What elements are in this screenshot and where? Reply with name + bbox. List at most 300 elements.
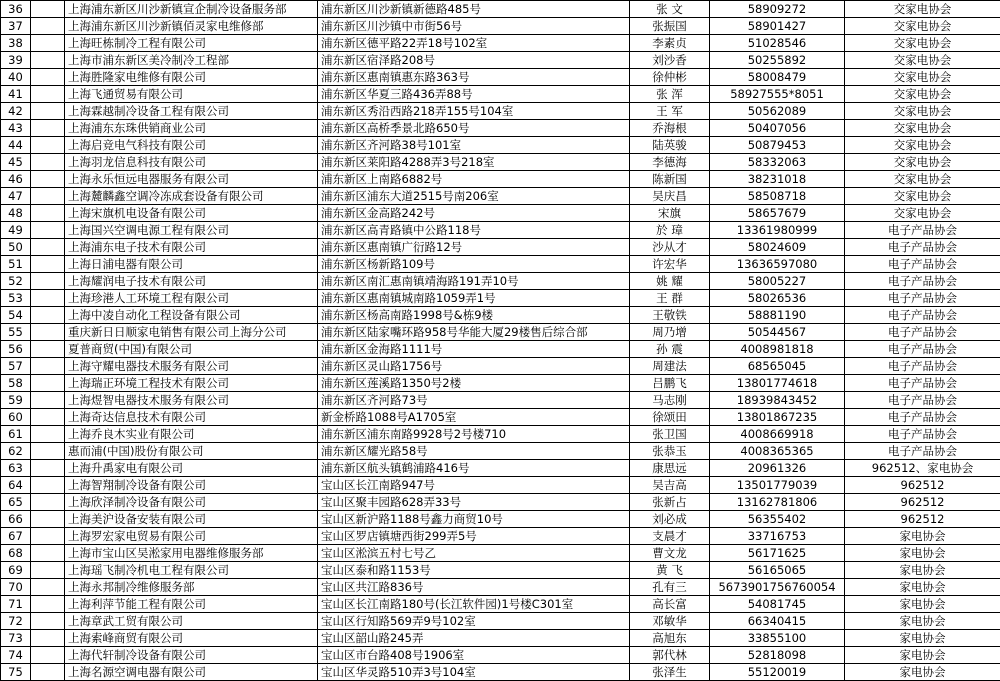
contact-person-cell: 张卫国: [630, 426, 710, 443]
address-cell: 浦东新区齐河路38号101室: [318, 137, 630, 154]
association-cell: 家电协会: [845, 579, 1000, 596]
address-cell: 宝山区华灵路510弄3号104室: [318, 664, 630, 681]
phone-cell: 50879453: [710, 137, 845, 154]
association-cell: 电子产品协会: [845, 341, 1000, 358]
address-cell: 宝山区长江南路947号: [318, 477, 630, 494]
table-row: [1, 494, 1000, 511]
contact-person-cell: 许宏华: [630, 256, 710, 273]
company-name-cell: 重庆新日日顺家电销售有限公司上海分公司: [65, 324, 318, 341]
association-cell: 交家电协会: [845, 86, 1000, 103]
address-cell: 浦东新区华夏三路436弄88号: [318, 86, 630, 103]
spacer-cell: [31, 256, 65, 273]
row-number-cell: 40: [1, 69, 31, 86]
spacer-cell: [31, 375, 65, 392]
address-cell: 浦东新区上南路6882号: [318, 171, 630, 188]
contact-person-cell: 孙 震: [630, 341, 710, 358]
address-cell: 宝山区共江路836号: [318, 579, 630, 596]
contact-person-cell: 王 群: [630, 290, 710, 307]
contact-person-cell: 陈新国: [630, 171, 710, 188]
spacer-cell: [31, 69, 65, 86]
phone-cell: 56171625: [710, 545, 845, 562]
company-name-cell: 上海乔良木实业有限公司: [65, 426, 318, 443]
table-row: [1, 375, 1000, 392]
table-row: [1, 664, 1000, 681]
table-row: [1, 86, 1000, 103]
phone-cell: 33855100: [710, 630, 845, 647]
spacer-cell: [31, 528, 65, 545]
spacer-cell: [31, 358, 65, 375]
spacer-cell: [31, 273, 65, 290]
table-row: [1, 239, 1000, 256]
address-cell: 宝山区行知路569弄9号102室: [318, 613, 630, 630]
table-row: [1, 443, 1000, 460]
spacer-cell: [31, 137, 65, 154]
company-name-cell: 上海罗宏家电贸易有限公司: [65, 528, 318, 545]
address-cell: 浦东新区莱阳路4288弄3号218室: [318, 154, 630, 171]
contact-person-cell: 高长富: [630, 596, 710, 613]
company-name-cell: 上海守耀电器技术服务有限公司: [65, 358, 318, 375]
row-number-cell: 43: [1, 120, 31, 137]
phone-cell: 58927555*8051: [710, 86, 845, 103]
contact-person-cell: 徐仲彬: [630, 69, 710, 86]
row-number-cell: 49: [1, 222, 31, 239]
row-number-cell: 56: [1, 341, 31, 358]
spacer-cell: [31, 103, 65, 120]
address-cell: 浦东新区航头镇鹤浦路416号: [318, 460, 630, 477]
spacer-cell: [31, 307, 65, 324]
table-row: [1, 205, 1000, 222]
phone-cell: 18939843452: [710, 392, 845, 409]
table-row: [1, 307, 1000, 324]
row-number-cell: 59: [1, 392, 31, 409]
spacer-cell: [31, 647, 65, 664]
table-row: [1, 256, 1000, 273]
association-cell: 电子产品协会: [845, 222, 1000, 239]
phone-cell: 68565045: [710, 358, 845, 375]
association-cell: 交家电协会: [845, 188, 1000, 205]
contact-person-cell: 李素贞: [630, 35, 710, 52]
spacer-cell: [31, 596, 65, 613]
address-cell: 宝山区新沪路1188号鑫力商贸10号: [318, 511, 630, 528]
row-number-cell: 62: [1, 443, 31, 460]
phone-cell: 54081745: [710, 596, 845, 613]
spacer-cell: [31, 664, 65, 681]
company-name-cell: 上海奇达信息技术有限公司: [65, 409, 318, 426]
table-row: [1, 409, 1000, 426]
association-cell: 交家电协会: [845, 52, 1000, 69]
association-cell: 家电协会: [845, 528, 1000, 545]
address-cell: 宝山区长江南路180号(长江软件园)1号楼C301室: [318, 596, 630, 613]
company-name-cell: 上海永乐恒远电器服务有限公司: [65, 171, 318, 188]
company-name-cell: 上海浦东电子技术有限公司: [65, 239, 318, 256]
phone-cell: 50544567: [710, 324, 845, 341]
contact-person-cell: 周乃增: [630, 324, 710, 341]
phone-cell: 4008669918: [710, 426, 845, 443]
address-cell: 浦东新区耀光路58号: [318, 443, 630, 460]
contact-person-cell: 乔海根: [630, 120, 710, 137]
table-row: [1, 137, 1000, 154]
address-cell: 浦东新区惠南镇惠东路363号: [318, 69, 630, 86]
table-row: [1, 596, 1000, 613]
spacer-cell: [31, 443, 65, 460]
contact-person-cell: 王敬铁: [630, 307, 710, 324]
contact-person-cell: 吴吉高: [630, 477, 710, 494]
address-cell: 浦东新区惠南镇广衍路12号: [318, 239, 630, 256]
phone-cell: 4008981818: [710, 341, 845, 358]
row-number-cell: 61: [1, 426, 31, 443]
company-name-cell: 上海耀润电子技术有限公司: [65, 273, 318, 290]
table-row: [1, 477, 1000, 494]
spacer-cell: [31, 18, 65, 35]
contact-person-cell: 张 文: [630, 1, 710, 18]
contact-person-cell: 邓敏华: [630, 613, 710, 630]
association-cell: 家电协会: [845, 613, 1000, 630]
spacer-cell: [31, 409, 65, 426]
spacer-cell: [31, 545, 65, 562]
address-cell: 宝山区泰和路1153号: [318, 562, 630, 579]
row-number-cell: 74: [1, 647, 31, 664]
contact-person-cell: 吴庆昌: [630, 188, 710, 205]
address-cell: 浦东新区金高路242号: [318, 205, 630, 222]
company-name-cell: 上海永邦制冷维修服务部: [65, 579, 318, 596]
table-row: [1, 1, 1000, 18]
row-number-cell: 64: [1, 477, 31, 494]
contact-person-cell: 康思远: [630, 460, 710, 477]
row-number-cell: 41: [1, 86, 31, 103]
table-row: [1, 52, 1000, 69]
association-cell: 交家电协会: [845, 69, 1000, 86]
row-number-cell: 57: [1, 358, 31, 375]
address-cell: 浦东新区金海路1111号: [318, 341, 630, 358]
address-cell: 宝山区淞滨五村七号乙: [318, 545, 630, 562]
address-cell: 宝山区市台路408号1906室: [318, 647, 630, 664]
address-cell: 浦东新区川沙新镇新德路485号: [318, 1, 630, 18]
contact-person-cell: 王 军: [630, 103, 710, 120]
association-cell: 962512: [845, 477, 1000, 494]
contact-person-cell: 宋旗: [630, 205, 710, 222]
phone-cell: 58901427: [710, 18, 845, 35]
association-cell: 交家电协会: [845, 137, 1000, 154]
row-number-cell: 66: [1, 511, 31, 528]
spacer-cell: [31, 562, 65, 579]
row-number-cell: 51: [1, 256, 31, 273]
spacer-cell: [31, 35, 65, 52]
row-number-cell: 75: [1, 664, 31, 681]
table-row: [1, 545, 1000, 562]
phone-cell: 58005227: [710, 273, 845, 290]
table-row: [1, 69, 1000, 86]
association-cell: 962512: [845, 511, 1000, 528]
association-cell: 交家电协会: [845, 120, 1000, 137]
association-cell: 962512、家电协会: [845, 460, 1000, 477]
row-number-cell: 36: [1, 1, 31, 18]
company-name-cell: 上海升禹家电有限公司: [65, 460, 318, 477]
table-row: [1, 18, 1000, 35]
company-name-cell: 上海代轩制冷设备有限公司: [65, 647, 318, 664]
contact-person-cell: 沙从才: [630, 239, 710, 256]
company-name-cell: 上海煜智电器技术服务有限公司: [65, 392, 318, 409]
address-cell: 宝山区韶山路245弄: [318, 630, 630, 647]
spacer-cell: [31, 205, 65, 222]
spacer-cell: [31, 494, 65, 511]
phone-cell: 13361980999: [710, 222, 845, 239]
company-name-cell: 上海宋旗机电设备有限公司: [65, 205, 318, 222]
address-cell: 浦东新区南汇惠南镇靖海路191弄10号: [318, 273, 630, 290]
contact-person-cell: 张振国: [630, 18, 710, 35]
association-cell: 家电协会: [845, 647, 1000, 664]
address-cell: 浦东新区浦东南路9928号2号楼710: [318, 426, 630, 443]
company-name-cell: 上海利萍节能工程有限公司: [65, 596, 318, 613]
row-number-cell: 50: [1, 239, 31, 256]
phone-cell: 58332063: [710, 154, 845, 171]
association-cell: 交家电协会: [845, 205, 1000, 222]
spacer-cell: [31, 392, 65, 409]
spacer-cell: [31, 613, 65, 630]
row-number-cell: 37: [1, 18, 31, 35]
association-cell: 电子产品协会: [845, 324, 1000, 341]
phone-cell: 5673901756760054: [710, 579, 845, 596]
company-name-cell: 上海美沪设备安装有限公司: [65, 511, 318, 528]
spacer-cell: [31, 426, 65, 443]
phone-cell: 13162781806: [710, 494, 845, 511]
row-number-cell: 70: [1, 579, 31, 596]
address-cell: 浦东新区齐河路73号: [318, 392, 630, 409]
phone-cell: 55120019: [710, 664, 845, 681]
contact-person-cell: 高旭东: [630, 630, 710, 647]
address-cell: 宝山区罗店镇塘西街299弄5号: [318, 528, 630, 545]
row-number-cell: 67: [1, 528, 31, 545]
contact-person-cell: 徐颂田: [630, 409, 710, 426]
association-cell: 电子产品协会: [845, 426, 1000, 443]
table-row: [1, 460, 1000, 477]
address-cell: 新金桥路1088号A1705室: [318, 409, 630, 426]
association-cell: 家电协会: [845, 596, 1000, 613]
phone-cell: 58024609: [710, 239, 845, 256]
company-name-cell: 上海珍港人工环境工程有限公司: [65, 290, 318, 307]
association-cell: 家电协会: [845, 562, 1000, 579]
phone-cell: 50562089: [710, 103, 845, 120]
row-number-cell: 42: [1, 103, 31, 120]
address-cell: 浦东新区高桥季景北路650号: [318, 120, 630, 137]
phone-cell: 58008479: [710, 69, 845, 86]
address-cell: 浦东新区灵山路1756号: [318, 358, 630, 375]
address-cell: 浦东新区浦东大道2515号南206室: [318, 188, 630, 205]
phone-cell: 56165065: [710, 562, 845, 579]
spacer-cell: [31, 511, 65, 528]
table-row: [1, 562, 1000, 579]
company-name-cell: 上海中凌自动化工程设备有限公司: [65, 307, 318, 324]
company-name-cell: 上海旺栋制冷工程有限公司: [65, 35, 318, 52]
association-cell: 电子产品协会: [845, 273, 1000, 290]
company-name-cell: 上海浦东新区川沙新镇宣企制冷设备服务部: [65, 1, 318, 18]
table-row: [1, 341, 1000, 358]
address-cell: 浦东新区德平路22弄18号102室: [318, 35, 630, 52]
company-name-cell: 上海市浦东新区美冷制冷工程部: [65, 52, 318, 69]
spacer-cell: [31, 52, 65, 69]
spacer-cell: [31, 188, 65, 205]
contact-person-cell: 张泽生: [630, 664, 710, 681]
association-cell: 电子产品协会: [845, 307, 1000, 324]
phone-cell: 13801774618: [710, 375, 845, 392]
spacer-cell: [31, 1, 65, 18]
row-number-cell: 58: [1, 375, 31, 392]
row-number-cell: 45: [1, 154, 31, 171]
company-name-cell: 夏普商贸(中国)有限公司: [65, 341, 318, 358]
association-cell: 交家电协会: [845, 154, 1000, 171]
spacer-cell: [31, 120, 65, 137]
table-body: [1, 1, 1000, 681]
association-cell: 电子产品协会: [845, 239, 1000, 256]
address-cell: 浦东新区宿泽路208号: [318, 52, 630, 69]
company-name-cell: 上海索峰商贸有限公司: [65, 630, 318, 647]
address-cell: 浦东新区莲溪路1350号2楼: [318, 375, 630, 392]
phone-cell: 50255892: [710, 52, 845, 69]
table-row: [1, 188, 1000, 205]
spacer-cell: [31, 222, 65, 239]
address-cell: 浦东新区杨高南路1998号&栋9楼: [318, 307, 630, 324]
company-name-cell: 上海霖越制冷设备工程有限公司: [65, 103, 318, 120]
table-row: [1, 579, 1000, 596]
spacer-cell: [31, 86, 65, 103]
company-name-cell: 上海瑞正环境工程技术有限公司: [65, 375, 318, 392]
row-number-cell: 44: [1, 137, 31, 154]
phone-cell: 13801867235: [710, 409, 845, 426]
table-row: [1, 35, 1000, 52]
table-row: [1, 290, 1000, 307]
company-name-cell: 上海章武工贸有限公司: [65, 613, 318, 630]
table-row: [1, 392, 1000, 409]
row-number-cell: 54: [1, 307, 31, 324]
association-cell: 电子产品协会: [845, 256, 1000, 273]
phone-cell: 20961326: [710, 460, 845, 477]
table-row: [1, 426, 1000, 443]
address-cell: 浦东新区川沙镇中市街56号: [318, 18, 630, 35]
row-number-cell: 60: [1, 409, 31, 426]
company-name-cell: 上海智翔制冷设备有限公司: [65, 477, 318, 494]
phone-cell: 51028546: [710, 35, 845, 52]
phone-cell: 13636597080: [710, 256, 845, 273]
association-cell: 电子产品协会: [845, 358, 1000, 375]
table-row: [1, 647, 1000, 664]
phone-cell: 56355402: [710, 511, 845, 528]
row-number-cell: 38: [1, 35, 31, 52]
contact-person-cell: 李德海: [630, 154, 710, 171]
phone-cell: 58026536: [710, 290, 845, 307]
phone-cell: 52818098: [710, 647, 845, 664]
table-row: [1, 528, 1000, 545]
table-row: [1, 511, 1000, 528]
table-row: [1, 103, 1000, 120]
phone-cell: 4008365365: [710, 443, 845, 460]
contact-person-cell: 郭代林: [630, 647, 710, 664]
company-name-cell: 上海欣泽制冷设备有限公司: [65, 494, 318, 511]
company-name-cell: 上海启竞电气科技有限公司: [65, 137, 318, 154]
association-cell: 交家电协会: [845, 1, 1000, 18]
address-cell: 浦东新区秀沿西路218弄155号104室: [318, 103, 630, 120]
spacer-cell: [31, 324, 65, 341]
address-cell: 浦东新区陆家嘴环路958号华能大厦29楼售后综合部: [318, 324, 630, 341]
row-number-cell: 65: [1, 494, 31, 511]
company-name-cell: 惠而浦(中国)股份有限公司: [65, 443, 318, 460]
row-number-cell: 47: [1, 188, 31, 205]
contact-person-cell: 马志刚: [630, 392, 710, 409]
row-number-cell: 39: [1, 52, 31, 69]
contact-person-cell: 支晨才: [630, 528, 710, 545]
company-name-cell: 上海胜隆家电维修有限公司: [65, 69, 318, 86]
company-name-cell: 上海飞通贸易有限公司: [65, 86, 318, 103]
spacer-cell: [31, 460, 65, 477]
contact-person-cell: 孔有三: [630, 579, 710, 596]
contact-person-cell: 陆英骏: [630, 137, 710, 154]
table-row: [1, 273, 1000, 290]
phone-cell: 58657679: [710, 205, 845, 222]
association-cell: 电子产品协会: [845, 375, 1000, 392]
phone-cell: 58881190: [710, 307, 845, 324]
contact-person-cell: 张 浑: [630, 86, 710, 103]
phone-cell: 58909272: [710, 1, 845, 18]
contact-person-cell: 周建法: [630, 358, 710, 375]
spacer-cell: [31, 477, 65, 494]
association-cell: 家电协会: [845, 664, 1000, 681]
association-cell: 电子产品协会: [845, 392, 1000, 409]
company-name-cell: 上海市宝山区吴淞家用电器维修服务部: [65, 545, 318, 562]
row-number-cell: 48: [1, 205, 31, 222]
phone-cell: 58508718: [710, 188, 845, 205]
association-cell: 962512: [845, 494, 1000, 511]
spacer-cell: [31, 171, 65, 188]
spacer-cell: [31, 341, 65, 358]
contact-person-cell: 刘必成: [630, 511, 710, 528]
row-number-cell: 46: [1, 171, 31, 188]
phone-cell: 33716753: [710, 528, 845, 545]
company-name-cell: 上海瑶飞制冷机电工程有限公司: [65, 562, 318, 579]
phone-cell: 50407056: [710, 120, 845, 137]
row-number-cell: 69: [1, 562, 31, 579]
company-name-cell: 上海名源空调电器有限公司: [65, 664, 318, 681]
contact-person-cell: 姚 耀: [630, 273, 710, 290]
spacer-cell: [31, 239, 65, 256]
association-cell: 交家电协会: [845, 171, 1000, 188]
row-number-cell: 52: [1, 273, 31, 290]
company-name-cell: 上海国兴空调电源工程有限公司: [65, 222, 318, 239]
address-cell: 宝山区聚丰园路628弄33号: [318, 494, 630, 511]
row-number-cell: 71: [1, 596, 31, 613]
company-name-cell: 上海日浦电器有限公司: [65, 256, 318, 273]
spacer-cell: [31, 290, 65, 307]
phone-cell: 66340415: [710, 613, 845, 630]
row-number-cell: 53: [1, 290, 31, 307]
table-row: [1, 358, 1000, 375]
table-row: [1, 613, 1000, 630]
contact-person-cell: 黄 飞: [630, 562, 710, 579]
phone-cell: 13501779039: [710, 477, 845, 494]
association-cell: 电子产品协会: [845, 290, 1000, 307]
spacer-cell: [31, 579, 65, 596]
association-cell: 电子产品协会: [845, 443, 1000, 460]
association-cell: 交家电协会: [845, 35, 1000, 52]
table-row: [1, 171, 1000, 188]
company-name-cell: 上海浦东东珠供销商业公司: [65, 120, 318, 137]
association-cell: 电子产品协会: [845, 409, 1000, 426]
row-number-cell: 55: [1, 324, 31, 341]
address-cell: 浦东新区高青路镇中公路118号: [318, 222, 630, 239]
spacer-cell: [31, 154, 65, 171]
association-cell: 家电协会: [845, 630, 1000, 647]
row-number-cell: 73: [1, 630, 31, 647]
contact-person-cell: 张恭玉: [630, 443, 710, 460]
association-cell: 交家电协会: [845, 18, 1000, 35]
contact-person-cell: 张新占: [630, 494, 710, 511]
